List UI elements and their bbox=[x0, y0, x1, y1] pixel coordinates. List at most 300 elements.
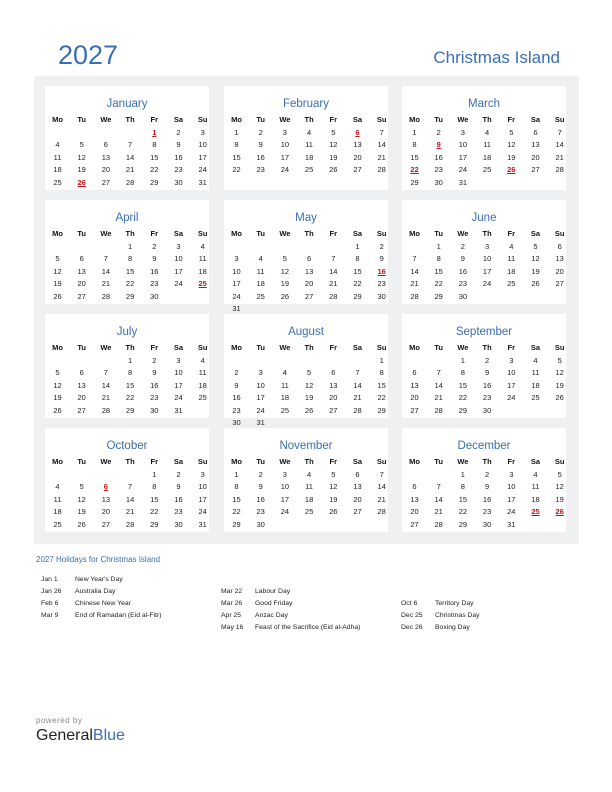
calendar-day: 18 bbox=[256, 279, 265, 289]
calendar-day: 21 bbox=[434, 507, 443, 517]
weekday-label: Sa bbox=[352, 457, 363, 466]
calendar-day: 17 bbox=[507, 494, 516, 504]
holiday-row bbox=[221, 624, 360, 631]
holiday-date: 16 bbox=[377, 266, 386, 276]
calendar-day: 1 bbox=[436, 242, 441, 251]
calendar-day: 3 bbox=[509, 470, 514, 479]
weekday-label: Tu bbox=[434, 115, 443, 124]
calendar-day: 25 bbox=[304, 165, 314, 175]
calendar-day: 4 bbox=[307, 128, 312, 137]
calendar-day: 19 bbox=[53, 279, 62, 289]
calendar-day: 13 bbox=[77, 380, 86, 390]
weekday-label: Fr bbox=[329, 343, 338, 352]
calendar-day: 1 bbox=[234, 128, 239, 137]
calendar-day: 2 bbox=[258, 128, 263, 137]
holiday-row-date: Mar 22 bbox=[221, 588, 243, 595]
calendar-day: 3 bbox=[234, 254, 239, 264]
calendar-day: 12 bbox=[555, 482, 564, 492]
calendar-day: 7 bbox=[436, 368, 441, 378]
calendar-day: 10 bbox=[198, 140, 207, 150]
calendar-day: 9 bbox=[258, 140, 263, 150]
calendar-day: 3 bbox=[176, 356, 181, 365]
holiday-date: 9 bbox=[436, 140, 441, 150]
calendar-day: 18 bbox=[304, 152, 314, 162]
calendar-day: 1 bbox=[128, 356, 133, 365]
calendar-day: 18 bbox=[198, 266, 207, 276]
month-name: March bbox=[468, 98, 500, 110]
calendar-day: 26 bbox=[555, 393, 564, 403]
holiday-row-name: Good Friday bbox=[255, 600, 293, 607]
calendar-day: 8 bbox=[128, 368, 133, 378]
calendar-day: 23 bbox=[377, 279, 386, 289]
calendar-day: 27 bbox=[101, 177, 111, 187]
calendar-day: 31 bbox=[256, 418, 265, 427]
calendar-day: 4 bbox=[485, 128, 490, 137]
weekday-label: Th bbox=[125, 115, 135, 124]
calendar-day: 22 bbox=[353, 279, 362, 289]
calendar-day: 25 bbox=[531, 393, 540, 403]
calendar-day: 23 bbox=[256, 507, 265, 517]
weekday-label: Th bbox=[304, 457, 314, 466]
calendar-day: 3 bbox=[176, 242, 181, 251]
weekday-label: Th bbox=[125, 457, 135, 466]
calendar-day: 11 bbox=[305, 140, 313, 150]
calendar-day: 9 bbox=[258, 482, 263, 492]
calendar-day: 29 bbox=[125, 405, 135, 415]
calendar-day: 12 bbox=[280, 266, 290, 276]
weekday-label: Mo bbox=[231, 229, 242, 238]
calendar-day: 16 bbox=[256, 494, 265, 504]
weekday-label: Mo bbox=[409, 115, 420, 124]
calendar-day: 8 bbox=[412, 140, 417, 150]
calendar-day: 6 bbox=[307, 254, 312, 264]
holiday-row bbox=[401, 612, 480, 619]
year-title: 2027 bbox=[58, 40, 119, 70]
calendar-day: 21 bbox=[377, 494, 386, 504]
calendar-day: 24 bbox=[174, 393, 183, 403]
holiday-row-date: Dec 26 bbox=[401, 624, 423, 631]
calendar-day: 4 bbox=[307, 470, 312, 479]
calendar-day: 4 bbox=[509, 242, 514, 251]
weekday-label: Tu bbox=[256, 229, 265, 238]
weekday-label: Sa bbox=[173, 229, 184, 238]
calendar-day: 2 bbox=[258, 470, 263, 479]
country-title: Christmas Island bbox=[433, 48, 560, 67]
calendar-day: 25 bbox=[53, 177, 62, 187]
holiday-row-name: Chinese New Year bbox=[75, 600, 131, 607]
calendar-day: 17 bbox=[198, 494, 207, 504]
calendar-day: 27 bbox=[353, 165, 362, 175]
brand-blue: Blue bbox=[92, 727, 125, 744]
weekday-label: Sa bbox=[352, 229, 363, 238]
calendar-day: 15 bbox=[377, 380, 386, 390]
calendar-day: 4 bbox=[55, 482, 60, 492]
month-july bbox=[45, 314, 209, 418]
calendar-day: 20 bbox=[101, 507, 111, 517]
calendar-day: 23 bbox=[482, 393, 492, 403]
calendar-day: 11 bbox=[507, 254, 516, 264]
calendar-day: 1 bbox=[234, 470, 239, 479]
calendar-day: 8 bbox=[355, 254, 360, 264]
calendar-day: 2 bbox=[176, 128, 181, 137]
calendar-day: 14 bbox=[377, 482, 386, 492]
brand-general: General bbox=[36, 727, 93, 744]
calendar-day: 31 bbox=[507, 519, 516, 529]
holiday-row-date: May 16 bbox=[221, 624, 244, 631]
calendar-day: 30 bbox=[174, 177, 183, 187]
holidays-title: 2027 Holidays for Christmas Island bbox=[36, 555, 161, 564]
weekday-label: Sa bbox=[173, 115, 184, 124]
holiday-date: 1 bbox=[152, 128, 157, 137]
calendar-day: 29 bbox=[125, 291, 135, 301]
weekday-label: Fr bbox=[507, 343, 516, 352]
holiday-date: 26 bbox=[555, 507, 564, 517]
calendar-day: 28 bbox=[101, 405, 111, 415]
calendar-day: 14 bbox=[125, 494, 135, 504]
month-name: July bbox=[116, 326, 138, 338]
calendar-day: 3 bbox=[509, 356, 514, 365]
calendar-day: 24 bbox=[458, 165, 468, 175]
weekday-label: Tu bbox=[77, 343, 86, 352]
calendar-day: 17 bbox=[280, 152, 290, 162]
weekday-label: Sa bbox=[530, 229, 541, 238]
holiday-row bbox=[41, 600, 131, 607]
calendar-day: 10 bbox=[232, 266, 241, 276]
calendar-day: 27 bbox=[329, 405, 338, 415]
calendar-day: 8 bbox=[234, 482, 239, 492]
calendar-day: 9 bbox=[176, 140, 181, 150]
calendar-day: 18 bbox=[531, 380, 540, 390]
calendar-day: 17 bbox=[507, 380, 516, 390]
holiday-row-name: New Year's Day bbox=[75, 576, 123, 583]
month-name: May bbox=[295, 212, 317, 224]
calendar-day: 13 bbox=[304, 266, 314, 276]
calendar-day: 11 bbox=[198, 368, 207, 378]
calendar-day: 29 bbox=[377, 405, 386, 415]
calendar-day: 30 bbox=[434, 177, 443, 187]
weekday-label: Mo bbox=[409, 457, 420, 466]
calendar-day: 31 bbox=[198, 177, 207, 187]
calendar-day: 16 bbox=[150, 380, 159, 390]
calendar-day: 12 bbox=[329, 140, 338, 150]
calendar-day: 18 bbox=[531, 494, 540, 504]
calendar-grid bbox=[34, 76, 579, 544]
calendar-day: 7 bbox=[128, 482, 133, 492]
calendar-day: 5 bbox=[533, 242, 538, 251]
holiday-row bbox=[401, 600, 474, 607]
weekday-label: Mo bbox=[52, 343, 63, 352]
weekday-label: Mo bbox=[231, 457, 242, 466]
calendar-day: 12 bbox=[507, 140, 516, 150]
calendar-day: 23 bbox=[150, 279, 159, 289]
calendar-day: 16 bbox=[232, 393, 241, 403]
holiday-date: 26 bbox=[507, 165, 516, 175]
calendar-day: 28 bbox=[377, 507, 386, 517]
calendar-day: 21 bbox=[410, 279, 419, 289]
calendar-day: 10 bbox=[280, 140, 290, 150]
calendar-day: 23 bbox=[150, 393, 159, 403]
month-name: December bbox=[457, 440, 511, 452]
calendar-day: 24 bbox=[232, 291, 241, 301]
calendar-day: 19 bbox=[53, 393, 62, 403]
calendar-day: 22 bbox=[434, 279, 443, 289]
weekday-label: Mo bbox=[52, 115, 63, 124]
calendar-day: 2 bbox=[234, 368, 239, 378]
calendar-day: 25 bbox=[304, 507, 314, 517]
weekday-label: We bbox=[457, 343, 469, 352]
calendar-day: 15 bbox=[232, 152, 241, 162]
calendar-day: 6 bbox=[79, 254, 84, 264]
calendar-day: 14 bbox=[377, 140, 386, 150]
calendar-day: 25 bbox=[256, 291, 265, 301]
weekday-label: Sa bbox=[530, 343, 541, 352]
calendar-day: 28 bbox=[125, 519, 135, 529]
month-march bbox=[402, 86, 566, 190]
calendar-day: 3 bbox=[282, 128, 287, 137]
calendar-day: 5 bbox=[331, 128, 336, 137]
calendar-day: 9 bbox=[152, 254, 157, 264]
calendar-day: 6 bbox=[79, 368, 84, 378]
calendar-day: 20 bbox=[410, 393, 419, 403]
month-august bbox=[224, 314, 388, 427]
calendar-day: 3 bbox=[258, 368, 263, 378]
holiday-date: 22 bbox=[410, 165, 419, 175]
calendar-day: 8 bbox=[379, 368, 384, 378]
calendar-day: 11 bbox=[483, 140, 491, 150]
calendar-day: 20 bbox=[101, 165, 111, 175]
calendar-day: 27 bbox=[410, 405, 419, 415]
holiday-date: 6 bbox=[355, 128, 360, 137]
weekday-label: Th bbox=[482, 229, 492, 238]
calendar-day: 30 bbox=[458, 291, 468, 301]
weekday-label: Sa bbox=[530, 115, 541, 124]
calendar-day: 13 bbox=[531, 140, 540, 150]
weekday-label: Fr bbox=[150, 457, 159, 466]
calendar-day: 22 bbox=[232, 507, 241, 517]
calendar-day: 15 bbox=[150, 152, 159, 162]
calendar-day: 1 bbox=[460, 356, 465, 365]
calendar-day: 7 bbox=[128, 140, 133, 150]
calendar-day: 22 bbox=[150, 165, 159, 175]
calendar-day: 6 bbox=[412, 368, 417, 378]
weekday-label: Sa bbox=[530, 457, 541, 466]
calendar-day: 19 bbox=[555, 380, 564, 390]
calendar-day: 11 bbox=[305, 482, 313, 492]
calendar-day: 12 bbox=[555, 368, 564, 378]
calendar-day: 26 bbox=[329, 165, 338, 175]
calendar-day: 24 bbox=[507, 507, 516, 517]
weekday-label: Tu bbox=[434, 229, 443, 238]
calendar-day: 27 bbox=[304, 291, 314, 301]
weekday-label: Tu bbox=[256, 457, 265, 466]
calendar-day: 19 bbox=[531, 266, 540, 276]
holiday-row-date: Jan 1 bbox=[41, 576, 58, 583]
calendar-day: 29 bbox=[150, 177, 159, 187]
calendar-day: 29 bbox=[232, 519, 241, 529]
calendar-day: 27 bbox=[77, 291, 86, 301]
calendar-day: 2 bbox=[485, 470, 490, 479]
weekday-label: We bbox=[279, 343, 291, 352]
weekday-label: We bbox=[457, 115, 469, 124]
calendar-day: 18 bbox=[53, 165, 62, 175]
weekday-label: Tu bbox=[256, 115, 265, 124]
calendar-day: 20 bbox=[329, 393, 338, 403]
calendar-day: 30 bbox=[232, 418, 241, 427]
calendar-day: 2 bbox=[176, 470, 181, 479]
calendar-day: 21 bbox=[125, 507, 135, 517]
calendar-day: 14 bbox=[101, 266, 111, 276]
calendar-day: 1 bbox=[128, 242, 133, 251]
calendar-day: 8 bbox=[234, 140, 239, 150]
weekday-label: Mo bbox=[409, 229, 420, 238]
weekday-label: Su bbox=[197, 343, 208, 352]
holiday-row bbox=[221, 588, 290, 595]
weekday-label: Sa bbox=[352, 115, 363, 124]
calendar-day: 27 bbox=[77, 405, 86, 415]
weekday-label: We bbox=[279, 457, 291, 466]
calendar-day: 29 bbox=[353, 291, 362, 301]
calendar-day: 22 bbox=[377, 393, 386, 403]
weekday-label: Fr bbox=[150, 343, 159, 352]
holiday-row bbox=[401, 624, 470, 631]
calendar-day: 10 bbox=[507, 482, 516, 492]
calendar-day: 10 bbox=[174, 254, 183, 264]
calendar-day: 20 bbox=[77, 279, 86, 289]
calendar-day: 15 bbox=[458, 380, 468, 390]
calendar-day: 26 bbox=[329, 507, 338, 517]
calendar-day: 27 bbox=[101, 519, 111, 529]
calendar-day: 14 bbox=[434, 494, 443, 504]
month-may bbox=[224, 200, 388, 313]
calendar-day: 11 bbox=[280, 380, 289, 390]
calendar-day: 29 bbox=[410, 177, 419, 187]
calendar-day: 23 bbox=[434, 165, 443, 175]
calendar-day: 25 bbox=[482, 165, 492, 175]
holiday-date: 26 bbox=[77, 177, 86, 187]
calendar-day: 6 bbox=[103, 140, 108, 150]
calendar-day: 8 bbox=[152, 482, 157, 492]
calendar-day: 5 bbox=[55, 254, 60, 264]
calendar-day: 7 bbox=[379, 470, 384, 479]
calendar-day: 16 bbox=[174, 494, 183, 504]
calendar-day: 5 bbox=[557, 356, 562, 365]
weekday-label: We bbox=[279, 115, 291, 124]
calendar-day: 3 bbox=[485, 242, 490, 251]
calendar-day: 5 bbox=[55, 368, 60, 378]
calendar-day: 20 bbox=[353, 152, 362, 162]
calendar-day: 21 bbox=[101, 393, 111, 403]
holiday-row-date: Mar 26 bbox=[221, 600, 243, 607]
calendar-day: 28 bbox=[434, 405, 443, 415]
calendar-day: 1 bbox=[460, 470, 465, 479]
calendar-day: 14 bbox=[410, 266, 419, 276]
calendar-day: 31 bbox=[174, 405, 183, 415]
calendar-day: 8 bbox=[460, 482, 465, 492]
calendar-day: 8 bbox=[436, 254, 441, 264]
month-name: April bbox=[115, 212, 139, 224]
calendar-day: 10 bbox=[507, 368, 516, 378]
holiday-row-name: Anzac Day bbox=[255, 612, 288, 619]
weekday-label: Sa bbox=[352, 343, 363, 352]
month-name: August bbox=[288, 326, 324, 338]
calendar-day: 6 bbox=[331, 368, 336, 378]
month-name: September bbox=[455, 326, 513, 338]
calendar-day: 16 bbox=[482, 380, 492, 390]
calendar-day: 23 bbox=[174, 165, 183, 175]
calendar-day: 11 bbox=[531, 368, 540, 378]
weekday-label: Mo bbox=[409, 343, 420, 352]
calendar-day: 16 bbox=[458, 266, 468, 276]
calendar-day: 21 bbox=[353, 393, 362, 403]
calendar-day: 24 bbox=[482, 279, 492, 289]
calendar-day: 28 bbox=[555, 165, 564, 175]
month-name: February bbox=[282, 98, 330, 110]
calendar-day: 3 bbox=[460, 128, 465, 137]
calendar-day: 12 bbox=[329, 482, 338, 492]
calendar-day: 25 bbox=[198, 393, 207, 403]
calendar-day: 10 bbox=[174, 368, 183, 378]
calendar-day: 29 bbox=[458, 405, 468, 415]
weekday-label: Mo bbox=[52, 457, 63, 466]
calendar-day: 17 bbox=[458, 152, 468, 162]
weekday-label: Fr bbox=[150, 229, 159, 238]
calendar-day: 12 bbox=[53, 380, 62, 390]
calendar-day: 28 bbox=[329, 291, 338, 301]
calendar-day: 28 bbox=[125, 177, 135, 187]
holiday-row-name: Australia Day bbox=[75, 588, 116, 595]
calendar-day: 25 bbox=[53, 519, 62, 529]
calendar-day: 26 bbox=[280, 291, 290, 301]
calendar-day: 16 bbox=[482, 494, 492, 504]
calendar-day: 10 bbox=[280, 482, 290, 492]
calendar-day: 7 bbox=[103, 368, 108, 378]
month-january bbox=[45, 86, 209, 190]
calendar-day: 30 bbox=[482, 405, 492, 415]
calendar-day: 5 bbox=[509, 128, 514, 137]
calendar-day: 7 bbox=[557, 128, 562, 137]
calendar-day: 13 bbox=[555, 254, 564, 264]
calendar-day: 31 bbox=[198, 519, 207, 529]
weekday-label: Su bbox=[197, 229, 208, 238]
calendar-day: 5 bbox=[79, 140, 84, 150]
calendar-day: 8 bbox=[460, 368, 465, 378]
calendar-day: 11 bbox=[53, 152, 62, 162]
holiday-row bbox=[41, 576, 123, 583]
calendar-day: 30 bbox=[150, 405, 159, 415]
calendar-day: 26 bbox=[531, 279, 540, 289]
holiday-row-name: Territory Day bbox=[435, 600, 474, 607]
calendar-day: 26 bbox=[53, 405, 62, 415]
weekday-label: Th bbox=[304, 343, 314, 352]
weekday-label: We bbox=[457, 229, 469, 238]
weekday-label: Tu bbox=[77, 115, 86, 124]
calendar-day: 7 bbox=[103, 254, 108, 264]
calendar-day: 17 bbox=[256, 393, 265, 403]
calendar-day: 1 bbox=[152, 470, 157, 479]
weekday-label: Tu bbox=[77, 457, 86, 466]
calendar-day: 19 bbox=[304, 393, 314, 403]
calendar-day: 11 bbox=[198, 254, 207, 264]
calendar-day: 14 bbox=[101, 380, 111, 390]
calendar-day: 12 bbox=[304, 380, 314, 390]
weekday-label: Fr bbox=[329, 229, 338, 238]
weekday-label: Su bbox=[197, 115, 208, 124]
weekday-label: Sa bbox=[173, 343, 184, 352]
holiday-row bbox=[221, 600, 292, 607]
month-november bbox=[224, 428, 388, 532]
calendar-day: 14 bbox=[353, 380, 362, 390]
calendar-day: 19 bbox=[507, 152, 516, 162]
